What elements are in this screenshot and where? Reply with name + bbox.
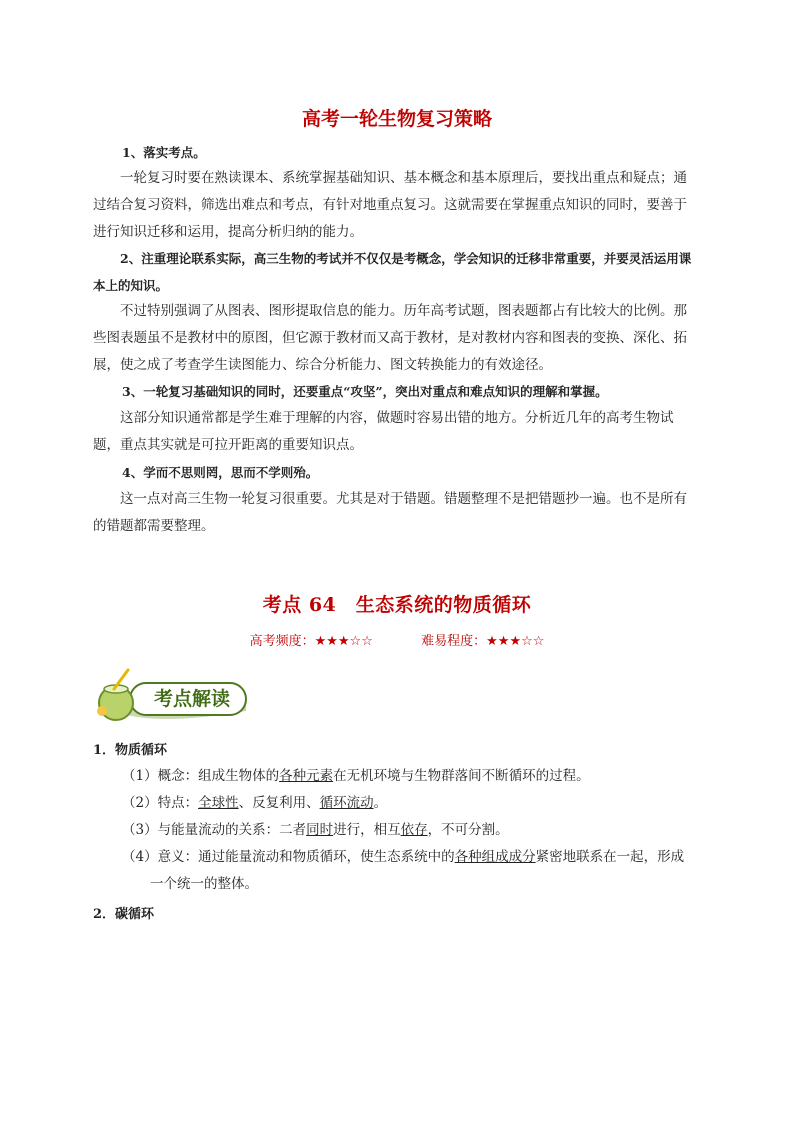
item-2-text-end: 。 xyxy=(373,795,388,811)
frequency-stars: ★★★☆☆ xyxy=(314,634,373,649)
item-1-text: （1）概念：组成生物体的 xyxy=(122,768,280,784)
flower-icon xyxy=(97,706,107,716)
strategy-body-2: 不过特别强调了从图表、图形提取信息的能力。历年高考试题，图表题都占有比较大的比例。那些图表题虽不是教材中的原图，但它源于教材而又高于教材，是对教材内容和图表的变换、深化、拓展，使之成了考查学生读图能力、综合分析能力、图文转换能力的有效途径。 xyxy=(93,303,687,373)
item-2-underline-2: 循环流动 xyxy=(319,795,374,811)
difficulty-stars: ★★★☆☆ xyxy=(486,634,545,649)
item-3-underline-1: 同时 xyxy=(306,822,334,838)
badge-text: 考点解读 xyxy=(153,688,231,710)
strategy-body-1: 一轮复习时要在熟读课本、系统掌握基础知识、基本概念和基本原理后，要找出重点和疑点；通过结合复习资料，筛选出难点和考点，有针对地重点复习。这就需要在掌握重点知识的同时，要善于进行知识迁移和运用，提高分析归纳的能力。 xyxy=(93,170,687,240)
item-4-text-end: 紧密地联系在一起，形成 xyxy=(535,849,685,865)
section-1-item-1 xyxy=(122,763,702,790)
item-1-text-end: 在无机环境与生物群落间不断循环的过程。 xyxy=(333,768,590,784)
item-2-text: （2）特点： xyxy=(122,795,199,811)
item-3-text-mid: 进行，相互 xyxy=(333,822,401,838)
strategy-heading-4: 4、学而不思则罔，思而不学则殆。 xyxy=(122,465,319,480)
item-4-underline: 各种组成成分 xyxy=(454,849,536,865)
kaodian-title: 考点 64 生态系统的物质循环 xyxy=(262,594,532,616)
item-3-text-end: ，不可分割。 xyxy=(427,822,509,838)
item-2-underline-1: 全球性 xyxy=(198,795,239,811)
item-3-underline-2: 依存 xyxy=(400,822,428,838)
section-1-item-4 xyxy=(122,844,702,871)
strategy-heading-1: 1、落实考点。 xyxy=(122,145,206,160)
item-4-text: （4）意义：通过能量流动和物质循环，使生态系统中的 xyxy=(122,849,455,865)
section-1-heading: 1．物质循环 xyxy=(93,743,168,758)
item-3-text: （3）与能量流动的关系：二者 xyxy=(122,822,307,838)
frequency-label: 高考频度： xyxy=(249,634,315,649)
strategy-body-3: 这部分知识通常都是学生难于理解的内容，做题时容易出错的地方。分析近几年的高考生物试题，重点其实就是可拉开距离的重要知识点。 xyxy=(93,410,674,453)
strategy-body-4: 这一点对高三生物一轮复习很重要。尤其是对于错题。错题整理不是把错题抄一遍。也不是所有的错题都需要整理。 xyxy=(93,491,687,534)
kaodian-jiedu-badge xyxy=(94,667,254,723)
section-2-heading: 2．碳循环 xyxy=(93,907,155,922)
item-1-underline: 各种元素 xyxy=(279,768,334,784)
item-2-text-mid: 、反复利用、 xyxy=(238,795,320,811)
page-title: 高考一轮生物复习策略 xyxy=(301,108,492,130)
strategy-heading-3: 3、一轮复习基础知识的同时，还要重点“攻坚”，突出对重点和难点知识的理解和掌握。 xyxy=(122,384,608,399)
section-1-item-4-cont: 一个统一的整体。 xyxy=(150,876,258,892)
difficulty-label: 难易程度： xyxy=(421,634,487,649)
kaodian-meta xyxy=(0,630,794,649)
strategy-heading-2: 2、注重理论联系实际，高三生物的考试并不仅仅是考概念，学会知识的迁移非常重要，并要灵活运用课本上的知识。 xyxy=(93,251,692,293)
section-1-item-3 xyxy=(122,817,702,844)
section-1-item-2 xyxy=(122,790,702,817)
